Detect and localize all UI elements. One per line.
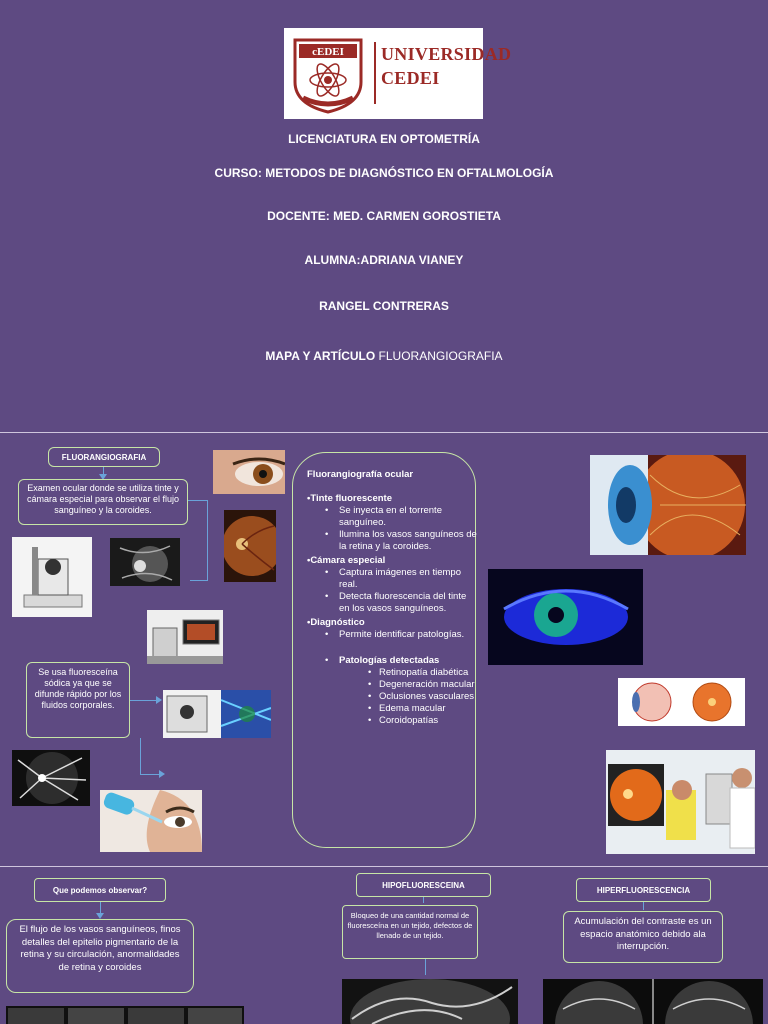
arrow-line <box>423 897 424 903</box>
arrow-line <box>140 774 160 775</box>
section-heading <box>307 493 477 505</box>
pathology-item: • Coroidopatías <box>379 715 477 727</box>
hyperfluorescence-tag-label: HIPERFLUORESCENCIA <box>596 886 691 895</box>
student-surname-line: RANGEL CONTRERAS <box>319 299 449 313</box>
section-heading <box>307 555 477 567</box>
question-answer-text: El flujo de los vasos sanguíneos, finos detalles del epitelio pigmentario de la retina y su circulación, anormalidades de retina y coroides <box>19 924 181 973</box>
section-heading <box>307 617 477 629</box>
arrow-line <box>425 959 426 975</box>
hypofluorescence-text: Bloqueo de una cantidad normal de fluoresceína en un tejido, defectos de llenado de un tejido. <box>347 911 473 940</box>
teacher-line: DOCENTE: MED. CARMEN GOROSTIETA <box>267 209 501 223</box>
document-title-bold: MAPA Y ARTÍCULO <box>265 349 376 363</box>
ophthalmologist-photo <box>606 750 755 854</box>
definition-text: Examen ocular donde se utiliza tinte y cámara especial para observar el flujo sanguíneo y la coroides. <box>26 483 180 515</box>
question-tag <box>34 878 166 902</box>
hypofluorescence-box <box>342 905 478 959</box>
document-title <box>0 349 768 363</box>
octa-scan-photo <box>163 690 271 738</box>
fundus-camera-photo <box>12 537 92 617</box>
central-title: Fluorangiografía ocular <box>307 469 414 480</box>
angiogram-strip-photo <box>6 1006 244 1024</box>
imaging-station-photo <box>147 610 223 664</box>
dye-note-text: Se usa fluoresceína sódica ya que se difunde rápido por los fluidos corporales. <box>34 667 122 710</box>
pathologies-heading <box>339 655 477 667</box>
pathology-item: • Oclusiones vasculares <box>379 691 477 703</box>
arrow-line <box>643 902 644 910</box>
arrow-head <box>159 770 165 778</box>
hyperfluorescence-text: Acumulación del contraste es un espacio anatómico debido ala interrupción. <box>574 916 712 952</box>
list-item: • Captura imágenes en tiempo real. <box>339 567 477 591</box>
title-tag-label: FLUORANGIOGRAFIA <box>61 453 147 462</box>
hypofluorescence-tag-label: HIPOFLUORESCEINA <box>382 881 465 890</box>
arrow-line <box>140 738 141 774</box>
list-item: • Detecta fluorescencia del tinte en los vasos sanguíneos. <box>339 591 477 615</box>
list-item: • Ilumina los vasos sanguíneos de la retina y la coroides. <box>339 529 477 553</box>
eye-dropper-photo <box>100 790 202 852</box>
arrow-line <box>188 500 208 501</box>
university-seal-icon <box>289 32 367 114</box>
arrow-line <box>190 580 208 581</box>
program-line: LICENCIATURA EN OPTOMETRÍA <box>288 132 480 146</box>
retina-photo <box>224 510 276 582</box>
eye-photo <box>213 450 285 494</box>
hyperfluorescence-box <box>563 911 723 963</box>
definition-box <box>18 479 188 525</box>
hypofluorescence-tag <box>356 873 491 897</box>
svg-text:cEDEI: cEDEI <box>312 46 344 58</box>
pathology-item: • Degeneración macular <box>379 679 477 691</box>
student-line: ALUMNA:ADRIANA VIANEY <box>304 253 464 267</box>
fluorescent-eye-photo <box>488 569 643 665</box>
question-answer-box <box>6 919 194 993</box>
document-title-light: FLUORANGIOGRAFIA <box>375 349 503 363</box>
eye-cross-section-photo <box>618 678 745 726</box>
hyperfluorescence-tag <box>576 878 711 902</box>
arrow-line <box>130 700 158 701</box>
slide-divider <box>0 866 768 867</box>
arrow-line <box>207 500 208 580</box>
hypofluorescence-photo <box>342 979 518 1024</box>
fluorescein-angiogram-photo <box>12 750 90 806</box>
pathologies-heading-text: Patologías detectadas <box>339 655 440 666</box>
list-item: • Permite identificar patologías. <box>339 629 477 641</box>
question-tag-label: Que podemos observar? <box>52 886 148 895</box>
arrow-head <box>156 696 162 704</box>
list-item: • Se inyecta en el torrente sanguíneo. <box>339 505 477 529</box>
dye-note-box <box>26 662 130 738</box>
course-line: CURSO: METODOS DE DIAGNÓSTICO EN OFTALMOLOGÍA <box>214 166 554 180</box>
logo-divider <box>374 42 376 104</box>
logo-word-bottom: CEDEI <box>381 68 440 88</box>
section-heading-text: •Cámara especial <box>307 555 386 566</box>
logo-word-top: UNIVERSIDAD <box>381 44 512 64</box>
section-heading-text: •Tinte fluorescente <box>307 493 392 504</box>
cover-slide <box>0 0 768 432</box>
hyperfluorescence-photo <box>543 979 763 1024</box>
title-tag <box>48 447 160 467</box>
central-list <box>293 493 477 727</box>
university-logo <box>284 28 512 119</box>
central-summary-box <box>292 452 476 848</box>
pathology-item: • Edema macular <box>379 703 477 715</box>
eye-anatomy-photo <box>590 455 746 555</box>
section-heading-text: •Diagnóstico <box>307 617 365 628</box>
angiogram-photo <box>110 538 180 586</box>
pathology-item: • Retinopatía diabética <box>379 667 477 679</box>
